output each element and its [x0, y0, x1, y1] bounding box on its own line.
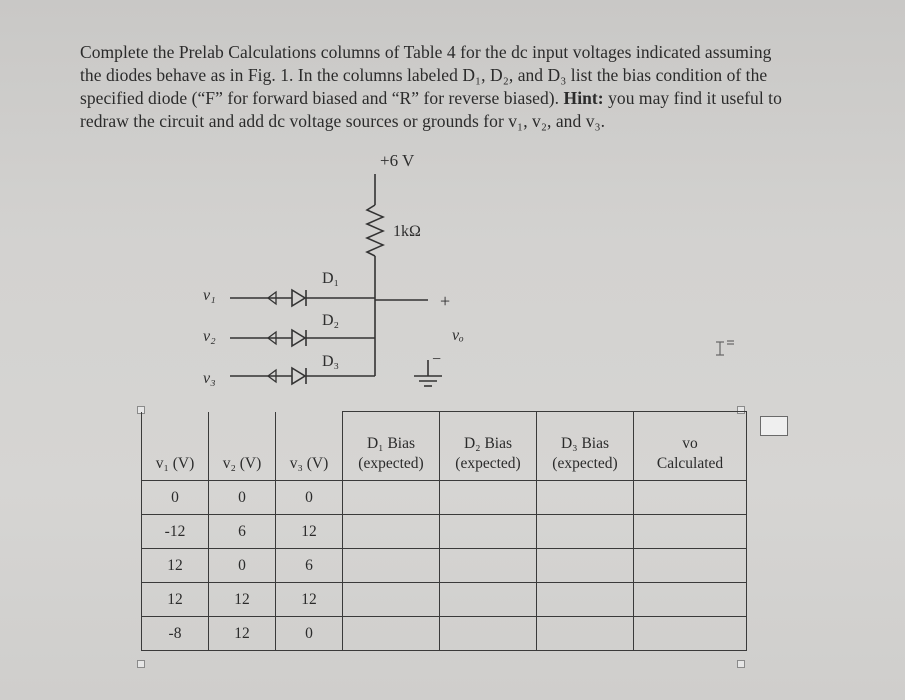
cell-v3[interactable]: 12 [276, 583, 343, 617]
cell-v2[interactable]: 0 [209, 481, 276, 515]
header-d1-bias [343, 412, 440, 481]
header-v2: v₂ (V) [209, 412, 276, 481]
cell-d1-bias[interactable] [343, 617, 440, 651]
instructions-line-4: redraw the circuit and add dc voltage sources or grounds for v₁, v₂, and v₃. [80, 111, 606, 131]
cell-v3[interactable]: 12 [276, 515, 343, 549]
header-d3-bias-line-2: (expected) [552, 455, 618, 472]
diode-d3-anode [292, 368, 305, 384]
cell-d3-bias[interactable] [537, 583, 634, 617]
cell-v3[interactable]: 6 [276, 549, 343, 583]
table-handle-bl[interactable] [137, 660, 145, 668]
cell-v1[interactable]: -8 [142, 617, 209, 651]
resistor-symbol [367, 205, 383, 256]
input-label-v2: v₂ [203, 328, 216, 345]
header-v1: v₁ (V) [142, 412, 209, 481]
input-label-v3: v₃ [203, 370, 216, 387]
cell-d3-bias[interactable] [537, 549, 634, 583]
output-plus-label: + [440, 291, 451, 311]
header-d3-bias-line-1: D₃ Bias [560, 435, 610, 452]
cell-d2-bias[interactable] [440, 481, 537, 515]
cell-d2-bias[interactable] [440, 515, 537, 549]
cell-v2[interactable]: 0 [209, 549, 276, 583]
hint-label: Hint: [563, 88, 604, 108]
cell-v1[interactable]: 12 [142, 549, 209, 583]
input-label-v1: v₁ [203, 287, 216, 304]
table-row [142, 617, 747, 651]
cell-v1[interactable]: 0 [142, 481, 209, 515]
cell-vo[interactable] [634, 617, 747, 651]
header-v3: v₃ (V) [276, 412, 343, 481]
table-row [142, 549, 747, 583]
header-d2-bias [440, 412, 537, 481]
cell-vo[interactable] [634, 549, 747, 583]
cell-vo[interactable] [634, 481, 747, 515]
diode-label-d1: D₁ [322, 270, 340, 287]
cell-v1[interactable]: 12 [142, 583, 209, 617]
text-cursor-icon [716, 341, 734, 355]
header-d2-bias-line-1: D₂ Bias [463, 435, 513, 452]
table-header-row [142, 412, 747, 481]
cell-v3[interactable]: 0 [276, 617, 343, 651]
header-d1-bias-line-1: D₁ Bias [366, 435, 416, 452]
diode-d1-anode [292, 290, 305, 306]
cell-d1-bias[interactable] [343, 583, 440, 617]
cell-v2[interactable]: 12 [209, 583, 276, 617]
results-table [141, 411, 747, 651]
diode-d2-anode [292, 330, 305, 346]
output-minus-label: − [432, 351, 442, 368]
cell-vo[interactable] [634, 515, 747, 549]
cell-d2-bias[interactable] [440, 549, 537, 583]
table-options-icon[interactable] [760, 416, 788, 436]
header-d3-bias [537, 412, 634, 481]
instructions-line-1: Complete the Prelab Calculations columns of Table 4 for the dc input voltages indicated assuming [80, 42, 772, 62]
diode-label-d3: D₃ [322, 353, 340, 370]
cell-v3[interactable]: 0 [276, 481, 343, 515]
table-row [142, 583, 747, 617]
cell-v2[interactable]: 12 [209, 617, 276, 651]
cell-v1[interactable]: -12 [142, 515, 209, 549]
cell-d1-bias[interactable] [343, 549, 440, 583]
header-vo-calculated [634, 412, 747, 481]
results-table-container [141, 411, 747, 651]
table-row [142, 481, 747, 515]
cell-d2-bias[interactable] [440, 583, 537, 617]
hint-text: you may find it useful to [603, 88, 782, 108]
header-d1-bias-line-2: (expected) [358, 455, 424, 472]
supply-label: +6 V [380, 151, 415, 170]
resistor-label: 1kΩ [393, 223, 421, 240]
header-d2-bias-line-2: (expected) [455, 455, 521, 472]
table-row [142, 515, 747, 549]
cell-d1-bias[interactable] [343, 481, 440, 515]
diode-label-d2: D₂ [322, 312, 340, 329]
instructions-line-2: the diodes behave as in Fig. 1. In the columns labeled D₁, D₂, and D₃ list the bias condition of the [80, 65, 768, 85]
output-voltage-label: vₒ [452, 327, 464, 344]
instructions-line-3-text: specified diode (“F” for forward biased and “R” for reverse biased). [80, 88, 560, 108]
cell-d1-bias[interactable] [343, 515, 440, 549]
cell-vo[interactable] [634, 583, 747, 617]
header-vo-line-2: Calculated [656, 455, 724, 472]
cell-v2[interactable]: 6 [209, 515, 276, 549]
header-vo-line-1: vo [682, 435, 698, 452]
cell-d2-bias[interactable] [440, 617, 537, 651]
cell-d3-bias[interactable] [537, 617, 634, 651]
cell-d3-bias[interactable] [537, 515, 634, 549]
cell-d3-bias[interactable] [537, 481, 634, 515]
table-handle-br[interactable] [737, 660, 745, 668]
